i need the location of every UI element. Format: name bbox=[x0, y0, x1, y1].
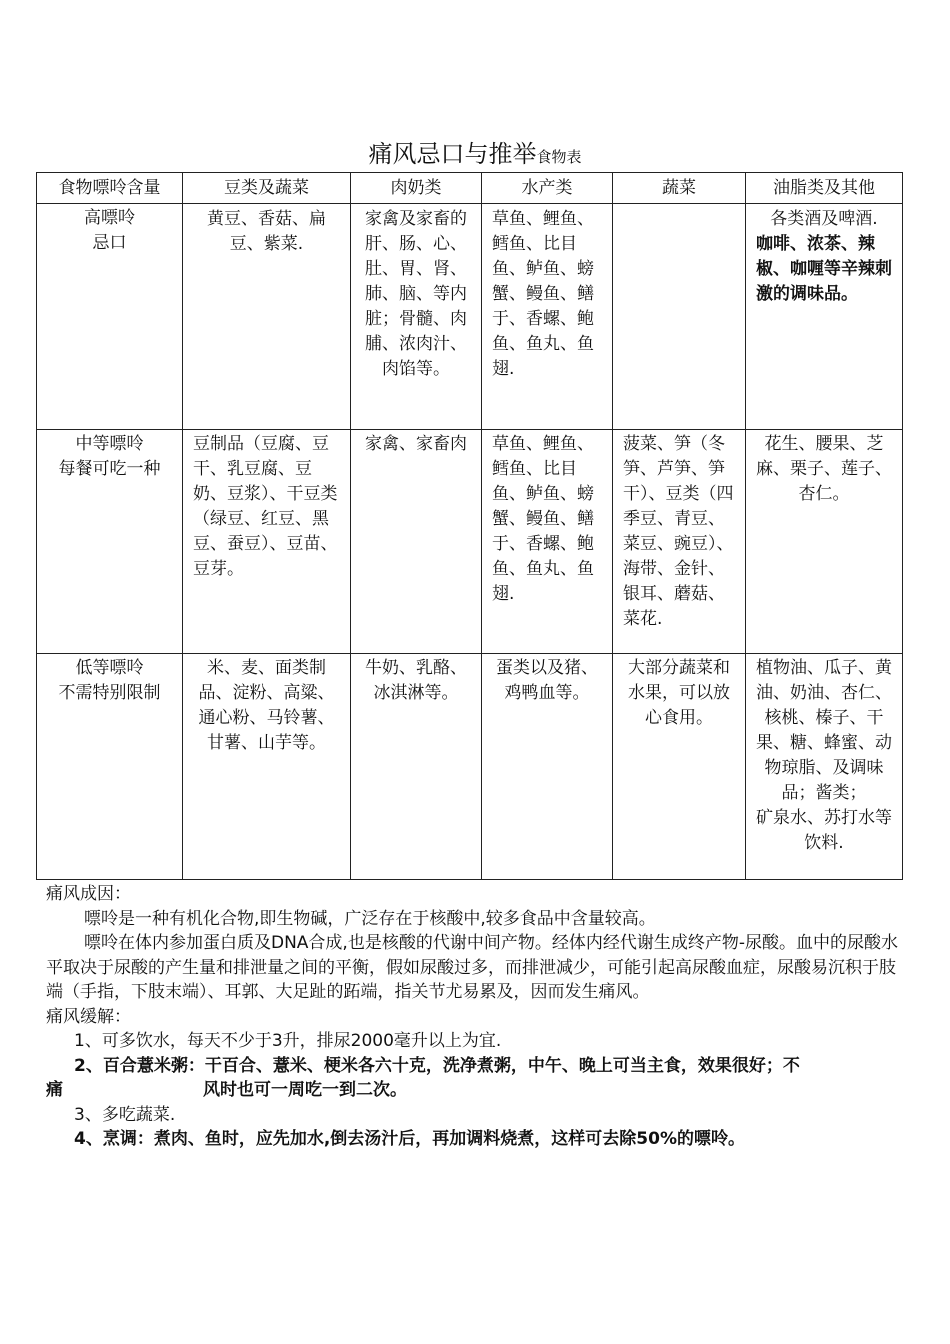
table-row-low bbox=[37, 654, 903, 880]
oil-cell bbox=[746, 430, 903, 654]
oil-cell bbox=[746, 204, 903, 430]
relief-item: 2、百合薏米粥：干百合、薏米、梗米各六十克，洗净煮粥，中午、晚上可当主食，效果很好；不 bbox=[74, 1055, 800, 1076]
document-title bbox=[0, 134, 950, 169]
oil-line: 矿泉水、苏打水等饮料. bbox=[756, 808, 892, 853]
category-level: 高嘌呤 bbox=[84, 208, 135, 228]
beans-cell: 黄豆、香菇、扁豆、紫菜. bbox=[183, 204, 351, 430]
category-advice: 不需特别限制 bbox=[58, 683, 161, 703]
category-cell bbox=[37, 654, 183, 880]
beans-cell: 米、麦、面类制品、淀粉、高粱、通心粉、马铃薯、甘薯、山芋等。 bbox=[183, 654, 351, 880]
seafood-cell: 草鱼、鲤鱼、鳕鱼、比目鱼、鲈鱼、螃蟹、鳗鱼、鳝于、香螺、鲍鱼、鱼丸、鱼翅. bbox=[482, 204, 613, 430]
category-advice: 每餐可吃一种 bbox=[58, 459, 161, 479]
category-advice: 忌口 bbox=[92, 233, 127, 253]
causes-paragraph: 嘌呤在体内参加蛋白质及DNA合成,也是核酸的代谢中间产物。经体内经代谢生成终产物-尿酸。血中的尿酸水平取决于尿酸的产生量和排泄量之间的平衡，假如尿酸过多，而排泄减少，可能引起高尿酸血症，尿酸易沉积于肢端（手指，下肢末端）、耳郭、大足趾的跖端，指关节尤易累及，因而发生痛风。 bbox=[46, 933, 898, 1002]
table-row-medium bbox=[37, 430, 903, 654]
category-level: 低等嘌呤 bbox=[75, 658, 144, 678]
oil-line: 植物油、瓜子、黄油、奶油、杏仁、核桃、榛子、干果、糖、蜂蜜、动物琼脂、及调味品；酱类； bbox=[756, 658, 892, 803]
relief-item: 1、可多饮水，每天不少于3升，排尿2000毫升以上为宜. bbox=[74, 1031, 502, 1051]
header-cell: 食物嘌呤含量 bbox=[37, 173, 183, 204]
header-cell: 油脂类及其他 bbox=[746, 173, 903, 204]
title-suffix: 食物表 bbox=[536, 148, 582, 166]
oil-line: 各类酒及啤酒. bbox=[770, 209, 878, 229]
oil-cell bbox=[746, 654, 903, 880]
header-cell: 蔬菜 bbox=[613, 173, 746, 204]
meat-cell: 牛奶、乳酪、冰淇淋等。 bbox=[351, 654, 482, 880]
food-table bbox=[36, 172, 903, 880]
table-row-high bbox=[37, 204, 903, 430]
beans-cell: 豆制品（豆腐、豆干、乳豆腐、豆奶、豆浆）、干豆类（绿豆、红豆、黑豆、蚕豆）、豆苗、豆芽。 bbox=[183, 430, 351, 654]
relief-item: 3、多吃蔬菜. bbox=[74, 1104, 176, 1125]
relief-item: 4、烹调：煮肉、鱼时，应先加水,倒去汤汁后，再加调料烧煮，这样可去除50%的嘌呤。 bbox=[74, 1129, 745, 1149]
veg-cell bbox=[613, 204, 746, 430]
category-cell bbox=[37, 430, 183, 654]
relief-item-continued bbox=[46, 1078, 904, 1103]
meat-cell: 家禽及家畜的肝、肠、心、肚、胃、肾、肺、脑、等内脏；骨髓、肉脯、浓肉汁、肉馅等。 bbox=[351, 204, 482, 430]
meat-cell: 家禽、家畜肉 bbox=[351, 430, 482, 654]
seafood-cell: 蛋类以及猪、鸡鸭血等。 bbox=[482, 654, 613, 880]
category-cell bbox=[37, 204, 183, 430]
table-header-row bbox=[37, 173, 903, 204]
body-text bbox=[46, 882, 904, 1152]
causes-paragraph: 嘌呤是一种有机化合物,即生物碱，广泛存在于核酸中,较多食品中含量较高。 bbox=[84, 908, 656, 929]
title-main: 痛风忌口与推举 bbox=[368, 140, 537, 168]
category-level: 中等嘌呤 bbox=[75, 434, 144, 454]
seafood-cell: 草鱼、鲤鱼、鳕鱼、比目鱼、鲈鱼、螃蟹、鳗鱼、鳝于、香螺、鲍鱼、鱼丸、鱼翅. bbox=[482, 430, 613, 654]
causes-heading: 痛风成因： bbox=[46, 884, 131, 904]
relief-item-fragment: 风时也可一周吃一到二次。 bbox=[203, 1080, 407, 1100]
oil-line: 咖啡、浓茶、辣椒、咖喱等辛辣刺激的调味品。 bbox=[756, 234, 892, 304]
veg-cell: 菠菜、笋（冬笋、芦笋、笋干）、豆类（四季豆、青豆、菜豆、豌豆）、海带、金针、银耳、蘑菇、菜花. bbox=[613, 430, 746, 654]
relief-heading: 痛风缓解： bbox=[46, 1006, 131, 1027]
oil-line: 花生、腰果、芝麻、栗子、莲子、杏仁。 bbox=[756, 434, 892, 504]
header-cell: 水产类 bbox=[482, 173, 613, 204]
relief-item-fragment: 痛 bbox=[46, 1080, 63, 1100]
veg-cell: 大部分蔬菜和水果，可以放心食用。 bbox=[613, 654, 746, 880]
header-cell: 肉奶类 bbox=[351, 173, 482, 204]
header-cell: 豆类及蔬菜 bbox=[183, 173, 351, 204]
